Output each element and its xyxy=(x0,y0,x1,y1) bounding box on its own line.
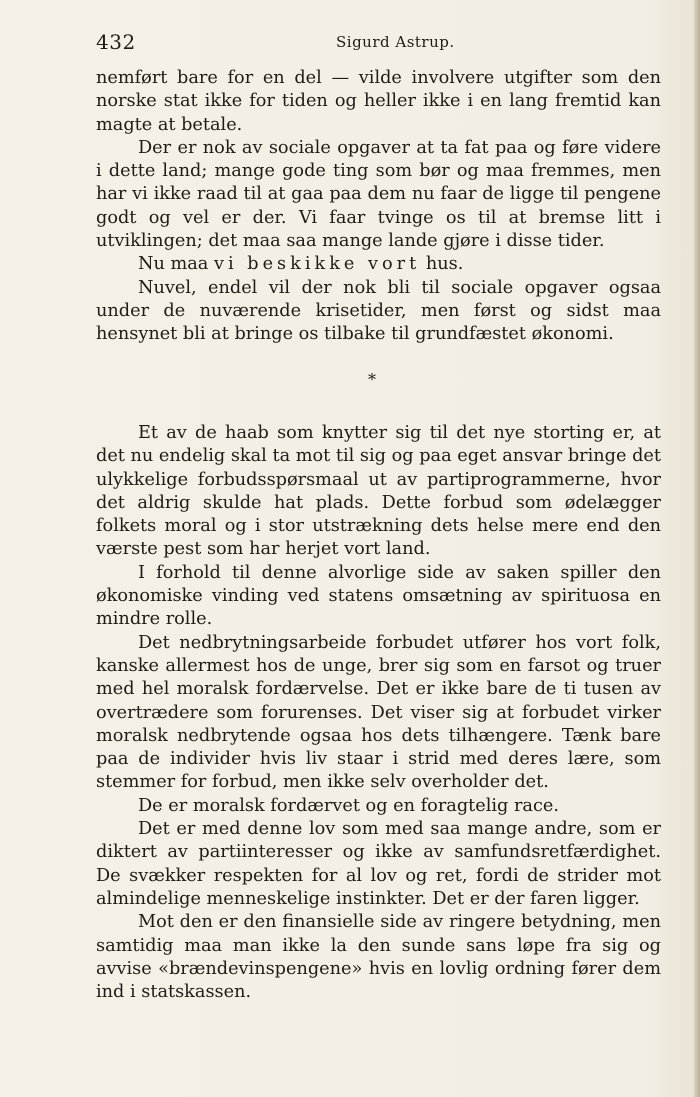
paragraph-text: Nu maa xyxy=(138,254,214,275)
emphasized-text: vi beskikke vort xyxy=(213,254,421,275)
paragraph: Et av de haab som knytter sig til det nye storting er, at det nu endelig skal ta mot til sig og paa eget ansvar bringe det ulykkelige forbudsspørsmaal ut av partiprogrammerne, hvor det aldrig skulde hat plads. Dette forbud som ødelægger folkets moral og i stor utstrækning dets helse mere end den værste pest som har herjet vort land. xyxy=(96,423,661,560)
page-number: 432 xyxy=(96,30,136,54)
paragraph: Mot den er den finansielle side av ringere betydning, men samtidig maa man ikke la den sunde sans løpe fra sig og avvise «brændevinspengene» hvis en lovlig ordning fører dem ind i statskassen. xyxy=(96,912,661,1003)
paragraph: Det nedbrytningsarbeide forbudet utfører hos vort folk, kanske allermest hos de unge, brer sig som en farsot og truer med hel moralsk fordærvelse. Det er ikke bare de ti tusen av overtrædere som forurenses. Det viser sig at forbudet virker moralsk nedbrytende ogsaa hos dets tilhængere. Tænk bare paa de individer hvis liv staar i strid med deres lære, som stemmer for forbud, men ikke selv overholder det. xyxy=(96,632,661,793)
section-separator: * xyxy=(368,370,376,389)
paragraph-text: hus. xyxy=(420,254,464,275)
paragraph: Der er nok av sociale opgaver at ta fat paa og føre videre i dette land; mange gode ting som bør og maa fremmes, men har vi ikke raad til at gaa paa dem nu faar de ligge til pengene godt og vel er der. Vi faar tvinge os til at bremse litt i utviklingen; det maa saa mange lande gjøre i disse tider. xyxy=(96,137,661,252)
running-title: Sigurd Astrup. xyxy=(336,33,455,51)
paragraph: Det er med denne lov som med saa mange andre, som er diktert av partiinteresser og ikke av samfundsretfærdighet. De svækker respekten for al lov og ret, fordi de strider mot almindelige menneskelige instinkter. Det er der faren ligger. xyxy=(96,819,661,909)
paragraph: De er moralsk fordærvet og en foragtelig race. xyxy=(138,795,559,816)
paragraph: Nuvel, endel vil der nok bli til sociale opgaver ogsaa under de nuværende krisetider, men først og sidst maa hensynet bli at bringe os tilbake til grundfæstet økonomi. xyxy=(96,277,661,345)
text-block-2 xyxy=(96,422,661,1004)
text-block-1 xyxy=(96,67,661,347)
paragraph: I forhold til denne alvorlige side av saken spiller den økonomiske vinding ved statens omsætning av spirituosa en mindre rolle. xyxy=(96,562,661,630)
paragraph-continuation: nemført bare for en del — vilde involvere utgifter som den norske stat ikke for tiden og heller ikke i en lang fremtid kan magte at betale. xyxy=(96,68,661,135)
page-header xyxy=(96,28,660,56)
page-edge xyxy=(694,0,700,1097)
paragraph-spaced xyxy=(96,253,661,276)
